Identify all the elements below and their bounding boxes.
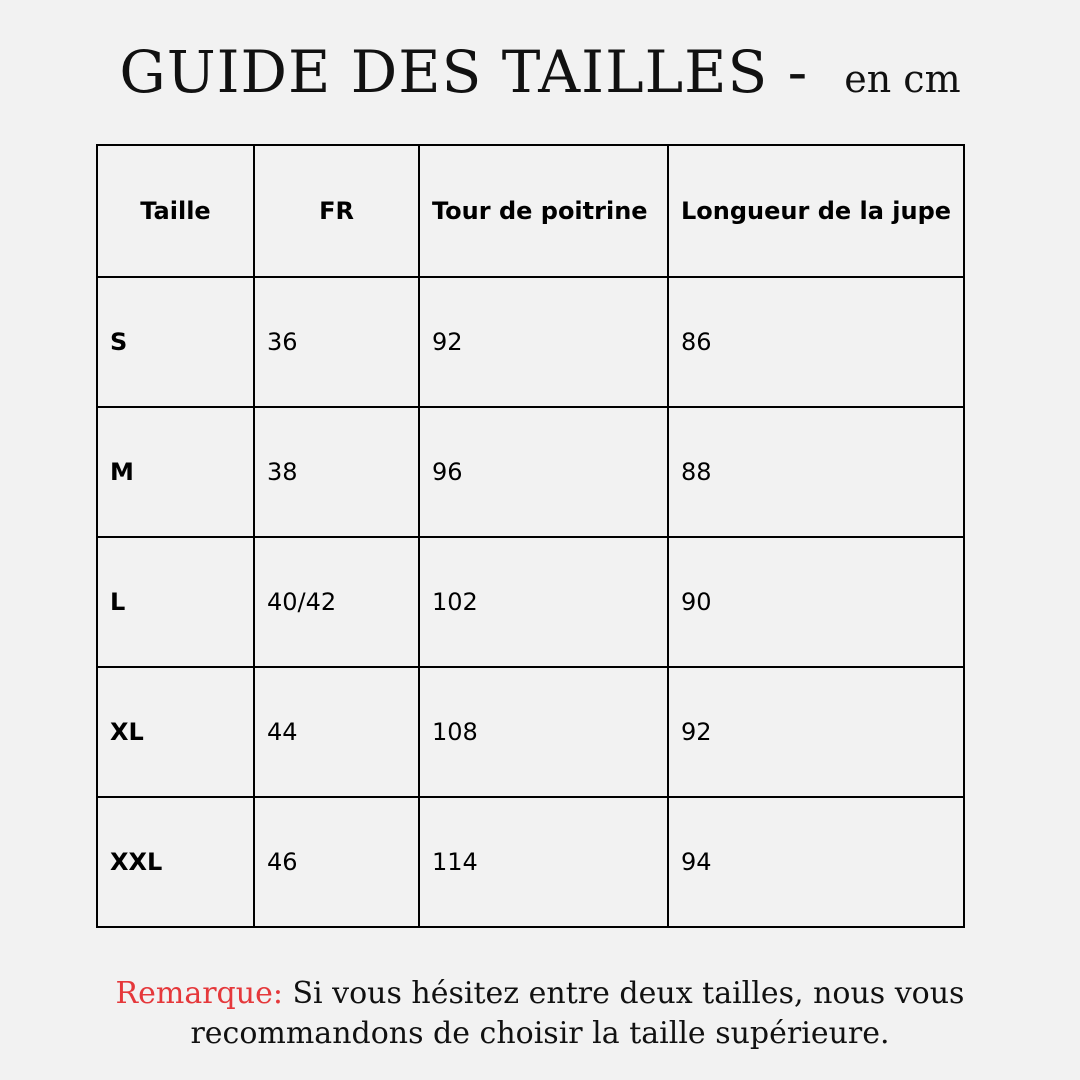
size-cell: XL: [97, 667, 254, 797]
table-row: [97, 407, 964, 537]
note-line-1: [0, 974, 1080, 1014]
skirt-length-cell: 90: [668, 537, 964, 667]
table-row: [97, 537, 964, 667]
header-fr: FR: [254, 145, 419, 277]
chest-cell: 108: [419, 667, 668, 797]
header-tour-de-poitrine: Tour de poitrine: [419, 145, 668, 277]
fr-cell: 44: [254, 667, 419, 797]
size-table: [96, 144, 965, 928]
page-title: [0, 38, 1080, 106]
chest-cell: 96: [419, 407, 668, 537]
header-longueur-de-la-jupe: Longueur de la jupe: [668, 145, 964, 277]
chest-cell: 92: [419, 277, 668, 407]
skirt-length-cell: 86: [668, 277, 964, 407]
table-row: [97, 797, 964, 927]
table-header-row: [97, 145, 964, 277]
skirt-length-cell: 92: [668, 667, 964, 797]
skirt-length-cell: 94: [668, 797, 964, 927]
skirt-length-cell: 88: [668, 407, 964, 537]
note-line-2: recommandons de choisir la taille supérieure.: [190, 1016, 890, 1051]
fr-cell: 38: [254, 407, 419, 537]
fr-cell: 36: [254, 277, 419, 407]
size-cell: S: [97, 277, 254, 407]
title-main: GUIDE DES TAILLES -: [119, 38, 809, 106]
note-text-1: Si vous hésitez entre deux tailles, nous vous: [292, 976, 965, 1011]
size-cell: L: [97, 537, 254, 667]
fr-cell: 46: [254, 797, 419, 927]
title-unit: en cm: [844, 57, 961, 101]
fr-cell: 40/42: [254, 537, 419, 667]
size-cell: XXL: [97, 797, 254, 927]
chest-cell: 114: [419, 797, 668, 927]
chest-cell: 102: [419, 537, 668, 667]
table-row: [97, 667, 964, 797]
note-label: Remarque:: [115, 976, 283, 1011]
size-note: [0, 974, 1080, 1054]
header-taille: Taille: [97, 145, 254, 277]
table-row: [97, 277, 964, 407]
size-cell: M: [97, 407, 254, 537]
